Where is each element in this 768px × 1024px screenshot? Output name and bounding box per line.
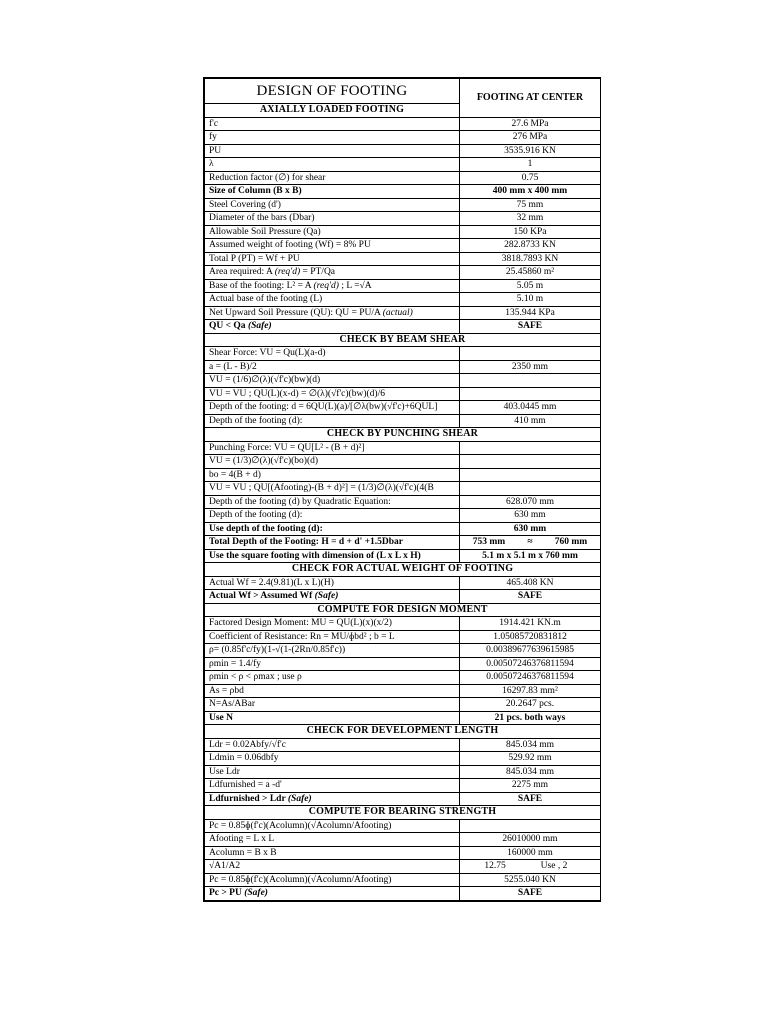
section-header-row (205, 428, 601, 442)
row-value: 400 mm x 400 mm (460, 185, 601, 199)
row-value: SAFE (460, 320, 601, 334)
row-label (205, 279, 460, 293)
row-value (460, 860, 601, 874)
label-text: Actual Wf = 2.4(9.81)(L x L)(H) (209, 577, 334, 588)
label-text: Use the square footing with dimension of (L x L x H) (209, 550, 421, 561)
row-value: 5.05 m (460, 279, 601, 293)
row-label (205, 158, 460, 172)
row-label (205, 860, 460, 874)
row-value: 32 mm (460, 212, 601, 226)
row-label (205, 684, 460, 698)
section-header: COMPUTE FOR DESIGN MOMENT (205, 603, 601, 617)
label-text: λ (209, 159, 214, 169)
section-header-row (205, 603, 601, 617)
label-text: VU = (1/6)∅(λ)(√f'c)(bw)(d) (209, 375, 321, 385)
row-label (205, 617, 460, 631)
table-row (205, 833, 601, 847)
label-italic: (req'd) (274, 267, 301, 277)
row-value: 160000 mm (460, 846, 601, 860)
label-suffix: = PT/Qa (300, 267, 336, 277)
row-label (205, 779, 460, 793)
row-label (205, 468, 460, 482)
row-label (205, 441, 460, 455)
label-text: Reduction factor (∅) for shear (209, 172, 326, 183)
label-text: Area required: A (209, 267, 275, 277)
row-value: 1.05085720831812 (460, 630, 601, 644)
row-label (205, 887, 460, 901)
label-text: Pc = 0.85ɸ(f'c)(Acolumn)(√Acolumn/Afooting) (209, 820, 392, 831)
row-value: 5.10 m (460, 293, 601, 307)
label-italic: (req'd) (313, 280, 339, 291)
table-row (205, 455, 601, 469)
row-value: 20.2647 pcs. (460, 698, 601, 712)
label-text: a = (L - B)/2 (209, 361, 257, 372)
row-value (460, 468, 601, 482)
row-value (460, 482, 601, 496)
table-row (205, 401, 601, 415)
row-label (205, 198, 460, 212)
table-row (205, 374, 601, 388)
table-row (205, 671, 601, 685)
table-row (205, 414, 601, 428)
table-row (205, 441, 601, 455)
label-text: Assumed weight of footing (Wf) = 8% PU (209, 240, 371, 250)
section-header: CHECK FOR ACTUAL WEIGHT OF FOOTING (205, 563, 601, 577)
row-label (205, 401, 460, 415)
label-text: VU = VU ; QU[(Afooting)-(B + d)²] = (1/3)∅(λ)(√f'c)(4(B (209, 483, 434, 493)
title-row (205, 79, 601, 104)
row-label (205, 576, 460, 590)
table-row (205, 185, 601, 199)
row-label (205, 509, 460, 523)
row-label (205, 306, 460, 320)
row-label (205, 374, 460, 388)
table-row (205, 347, 601, 361)
table-row (205, 320, 601, 334)
label-text: Use N (209, 712, 234, 723)
row-label (205, 293, 460, 307)
row-value: 0.75 (460, 171, 601, 185)
label-text: Steel Covering (d') (209, 199, 281, 210)
table-row (205, 752, 601, 766)
section-header: CHECK BY BEAM SHEAR (205, 333, 601, 347)
row-value: 403.0445 mm (460, 401, 601, 415)
label-text: Depth of the footing: d = 6QU(L)(a)/[∅λ(bw)(√f'c)+6QUL] (209, 402, 438, 412)
label-text: fy (209, 132, 217, 142)
row-label (205, 873, 460, 887)
table-row (205, 630, 601, 644)
document-subtitle: AXIALLY LOADED FOOTING (205, 104, 460, 118)
table-row (205, 293, 601, 307)
label-text: Depth of the footing (d) by Quadratic Equation: (209, 496, 391, 507)
label-italic: (Safe) (247, 321, 272, 331)
row-value: SAFE (460, 590, 601, 604)
document-title: DESIGN OF FOOTING (205, 79, 460, 104)
label-text: bo = 4(B + d) (209, 469, 261, 480)
row-value: 27.6 MPa (460, 117, 601, 131)
row-label (205, 320, 460, 334)
row-label (205, 131, 460, 145)
label-text: ρmin = 1.4/fy (209, 658, 262, 669)
row-label (205, 252, 460, 266)
label-italic: (actual) (382, 307, 413, 318)
label-text: Afooting = L x L (209, 834, 275, 844)
row-label (205, 117, 460, 131)
label-text: PU (209, 145, 222, 156)
label-text: Acolumn = B x B (209, 847, 277, 858)
table-row (205, 198, 601, 212)
table-row (205, 657, 601, 671)
section-header-row (205, 333, 601, 347)
label-suffix: ; L =√A (338, 280, 372, 291)
table-row (205, 887, 601, 901)
table-row (205, 117, 601, 131)
row-value: 21 pcs. both ways (460, 711, 601, 725)
table-row (205, 846, 601, 860)
table-row (205, 590, 601, 604)
label-text: Diameter of the bars (Dbar) (209, 213, 315, 223)
table-row (205, 549, 601, 563)
row-label (205, 482, 460, 496)
row-value: 1 (460, 158, 601, 172)
label-text: f'c (209, 118, 219, 129)
row-value: 465.408 KN (460, 576, 601, 590)
row-label (205, 387, 460, 401)
row-label (205, 698, 460, 712)
row-label (205, 171, 460, 185)
label-text: Actual base of the footing (L) (209, 294, 323, 304)
row-value: 25.45860 m² (460, 266, 601, 280)
row-label (205, 765, 460, 779)
row-label (205, 212, 460, 226)
row-value: 2275 mm (460, 779, 601, 793)
table-row (205, 819, 601, 833)
row-label (205, 752, 460, 766)
table-row (205, 873, 601, 887)
label-text: Base of the footing: L² = A (209, 280, 314, 291)
table-row (205, 522, 601, 536)
table-row (205, 212, 601, 226)
row-value: 5.1 m x 5.1 m x 760 mm (460, 549, 601, 563)
table-row (205, 711, 601, 725)
label-text: Allowable Soil Pressure (Qa) (209, 226, 321, 237)
table-row (205, 171, 601, 185)
row-label (205, 495, 460, 509)
table-row (205, 644, 601, 658)
row-label (205, 455, 460, 469)
table-row (205, 239, 601, 253)
table-row (205, 765, 601, 779)
row-value (460, 819, 601, 833)
row-label (205, 644, 460, 658)
label-text: VU = VU ; QU(L)(x-d) = ∅(λ)(√f'c)(bw)(d)/6 (209, 388, 385, 399)
label-text: Ldmin = 0.06dbfy (209, 753, 279, 763)
label-text: VU = (1/3)∅(λ)(√f'c)(bo)(d) (209, 456, 319, 466)
table-row (205, 131, 601, 145)
row-label (205, 657, 460, 671)
table-row (205, 482, 601, 496)
row-label (205, 185, 460, 199)
label-italic: (Safe) (287, 793, 312, 804)
table-row (205, 576, 601, 590)
table-row (205, 158, 601, 172)
footing-design-sheet (203, 77, 601, 902)
label-italic: (Safe) (244, 888, 268, 898)
row-label (205, 738, 460, 752)
row-label (205, 711, 460, 725)
label-text: Ldr = 0.02Abfy/√f'c (209, 739, 286, 750)
table-row (205, 684, 601, 698)
table-row (205, 387, 601, 401)
label-text: Total Depth of the Footing: H = d + d' +1.5Dbar (209, 537, 404, 547)
row-value: 630 mm (460, 509, 601, 523)
table-row (205, 252, 601, 266)
row-label (205, 833, 460, 847)
row-value: 26010000 mm (460, 833, 601, 847)
table-row (205, 306, 601, 320)
column-header: FOOTING AT CENTER (460, 79, 601, 118)
value-part: 12.75 (484, 861, 506, 871)
row-label (205, 590, 460, 604)
row-label (205, 225, 460, 239)
row-value: 0.00507246376811594 (460, 657, 601, 671)
row-label (205, 239, 460, 253)
footing-design-table (204, 78, 601, 901)
row-value: 150 KPa (460, 225, 601, 239)
label-text: √A1/A2 (209, 861, 241, 871)
table-row (205, 509, 601, 523)
value-part: 753 mm (472, 537, 506, 547)
row-label (205, 522, 460, 536)
table-row (205, 225, 601, 239)
label-text: ρmin < ρ < ρmax ; use ρ (209, 672, 302, 682)
table-row (205, 792, 601, 806)
section-header-row (205, 806, 601, 820)
row-value: 3535.916 KN (460, 144, 601, 158)
section-header: CHECK BY PUNCHING SHEAR (205, 428, 601, 442)
row-value: 5255.040 KN (460, 873, 601, 887)
label-text: Net Upward Soil Pressure (QU): QU = PU/A (209, 307, 383, 318)
value-part: Use , 2 (540, 861, 568, 871)
section-header-row (205, 563, 601, 577)
label-text: Actual Wf > Assumed Wf (209, 591, 315, 601)
table-row (205, 536, 601, 550)
row-value (460, 536, 601, 550)
row-value (460, 347, 601, 361)
row-value: SAFE (460, 887, 601, 901)
row-label (205, 792, 460, 806)
label-text: Shear Force: VU = Qu(L)(a-d) (209, 348, 326, 358)
label-text: Punching Force: VU = QU[L² - (B + d)²] (209, 442, 365, 453)
label-text: Ldfurnished > Ldr (209, 793, 288, 804)
row-label (205, 846, 460, 860)
row-label (205, 536, 460, 550)
table-row (205, 779, 601, 793)
row-value: 135.944 KPa (460, 306, 601, 320)
table-row (205, 617, 601, 631)
row-value: SAFE (460, 792, 601, 806)
label-text: Coefficient of Resistance: Rn = MU/ɸbd² ; b = L (209, 631, 395, 642)
row-value: 0.00389677639615985 (460, 644, 601, 658)
table-row (205, 266, 601, 280)
table-row (205, 360, 601, 374)
section-header: COMPUTE FOR BEARING STRENGTH (205, 806, 601, 820)
row-value: 628.070 mm (460, 495, 601, 509)
label-italic: (Safe) (314, 591, 339, 601)
row-label (205, 360, 460, 374)
table-row (205, 698, 601, 712)
label-text: Use depth of the footing (d): (209, 523, 323, 534)
label-text: Size of Column (B x B) (209, 186, 302, 196)
row-value (460, 374, 601, 388)
section-header-row (205, 725, 601, 739)
row-value: 845.034 mm (460, 738, 601, 752)
row-label (205, 347, 460, 361)
row-value: 630 mm (460, 522, 601, 536)
row-value: 529.92 mm (460, 752, 601, 766)
row-value: 0.00507246376811594 (460, 671, 601, 685)
table-row (205, 279, 601, 293)
label-text: Depth of the footing (d): (209, 510, 303, 520)
row-value: 1914.421 KN.m (460, 617, 601, 631)
row-value: 282.8733 KN (460, 239, 601, 253)
label-text: N=As/ABar (209, 699, 255, 709)
row-label (205, 671, 460, 685)
table-row (205, 495, 601, 509)
row-value: 845.034 mm (460, 765, 601, 779)
label-text: Total P (PT) = Wf + PU (209, 253, 300, 264)
table-row (205, 144, 601, 158)
label-text: As = ρbd (209, 685, 244, 696)
row-value: 2350 mm (460, 360, 601, 374)
row-value (460, 387, 601, 401)
row-value (460, 455, 601, 469)
label-text: Pc > PU (209, 888, 245, 898)
table-row (205, 468, 601, 482)
value-part: 760 mm (554, 537, 588, 547)
row-value: 410 mm (460, 414, 601, 428)
row-label (205, 144, 460, 158)
label-text: Use Ldr (209, 766, 240, 777)
label-text: Pc = 0.85ɸ(f'c)(Acolumn)(√Acolumn/Afooting) (209, 874, 392, 885)
row-value: 276 MPa (460, 131, 601, 145)
table-row (205, 860, 601, 874)
row-label (205, 819, 460, 833)
table-row (205, 738, 601, 752)
label-text: Ldfurnished = a -d' (209, 780, 282, 790)
label-text: ρ= (0.85f'c/fy)(1-√(1-(2Rn/0.85f'c)) (209, 645, 346, 655)
row-value: 3818.7893 KN (460, 252, 601, 266)
value-part: ≈ (527, 537, 533, 547)
row-label (205, 549, 460, 563)
label-text: Factored Design Moment: MU = QU(L)(x)(x/2) (209, 618, 392, 628)
row-label (205, 630, 460, 644)
section-header: CHECK FOR DEVELOPMENT LENGTH (205, 725, 601, 739)
label-text: Depth of the footing (d): (209, 415, 303, 426)
row-label (205, 266, 460, 280)
row-value: 75 mm (460, 198, 601, 212)
label-text: QU < Qa (209, 321, 248, 331)
row-label (205, 414, 460, 428)
row-value (460, 441, 601, 455)
row-value: 16297.83 mm² (460, 684, 601, 698)
